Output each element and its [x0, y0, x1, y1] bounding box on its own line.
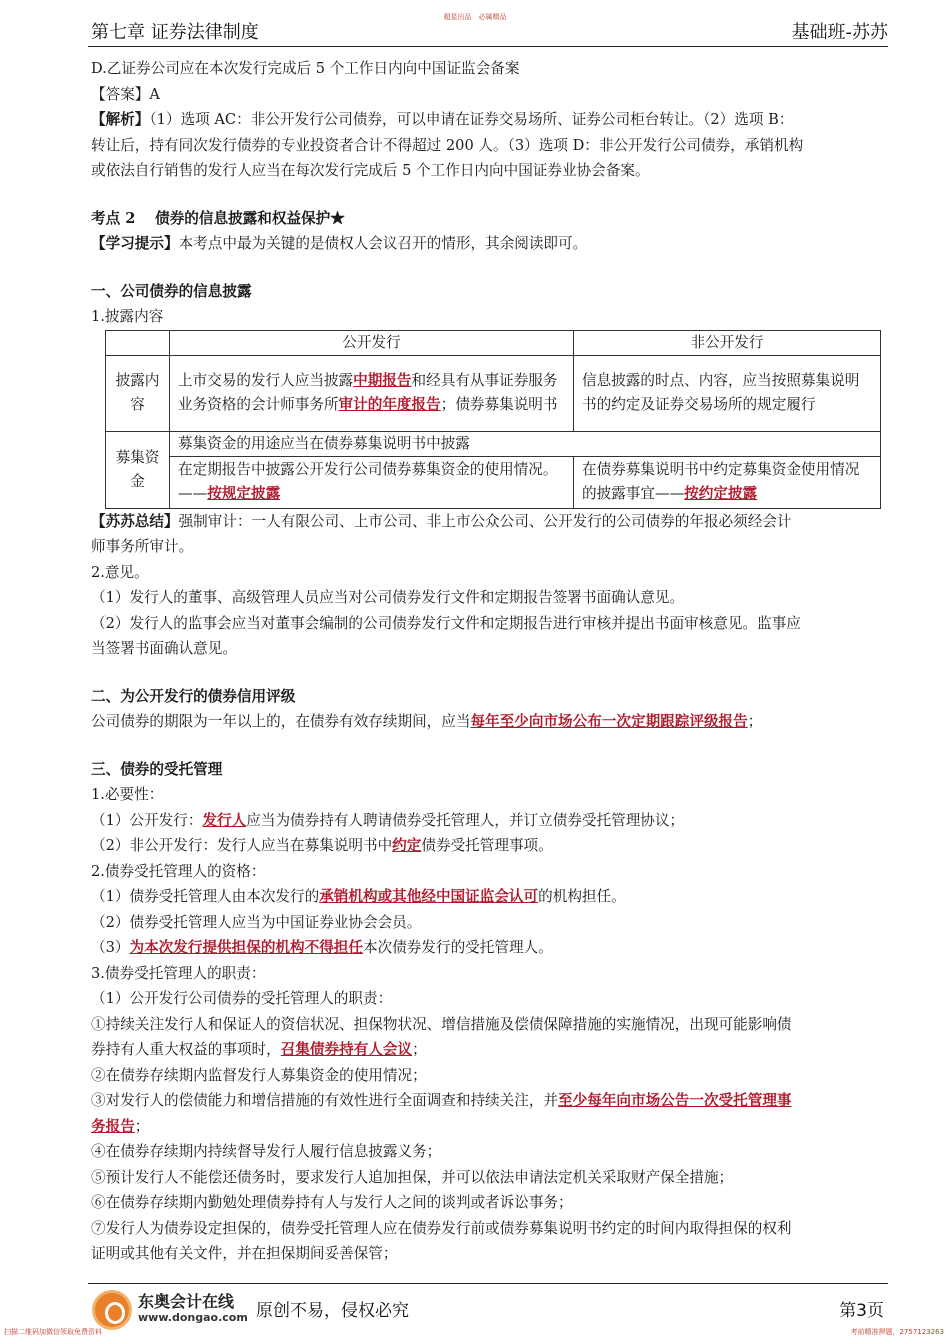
analysis-text: （1）选项 AC：非公开发行公司债券，可以申请在证券交易场所、证券公司柜台转让。（2）选项 B：	[149, 111, 794, 128]
duty-1: ①持续关注发行人和保证人的资信状况、担保物状况、增信措施及偿债保障措施的实施情况，出现可能影响债	[91, 1015, 792, 1033]
necessity-item-2: （2）非公开发行：发行人应当在募集说明书中约定债券受托管理事项。	[91, 837, 553, 854]
section-1-heading: 一、公司债券的信息披露	[91, 282, 252, 300]
dongao-logo	[92, 1287, 252, 1333]
study-tip-line	[91, 231, 896, 257]
study-tip-label: 【学习提示】	[91, 235, 179, 252]
qualification-item-3: （3）为本次发行提供担保的机构不得担任本次债券发行的受托管理人。	[91, 939, 553, 956]
option-d-line: D.乙证券公司应在本次发行完成后 5 个工作日内向中国证监会备案	[91, 60, 520, 77]
analysis-label: 【解析】	[91, 111, 150, 128]
header-watermark: 超星出品 必属精品	[443, 13, 507, 21]
duty-7: ⑦发行人为债券设定担保的，债券受托管理人应在债券发行前或债券募集说明书约定的时间内取得担保的权利	[91, 1219, 792, 1237]
duty-1-cont: 券持有人重大权益的事项时，召集债券持有人会议；	[91, 1041, 427, 1058]
study-tip-text: 本考点中最为关键的是债权人会议召开的情形，其余阅读即可。	[178, 235, 588, 252]
table-row-disclosure	[106, 355, 881, 431]
answer-line: 【答案】A	[91, 85, 160, 103]
duty-6: ⑥在债券存续期内勤勉处理债券持有人与发行人之间的谈判或者诉讼事务；	[91, 1194, 573, 1211]
copyright-slogan: 原创不易，侵权必究	[256, 1301, 409, 1321]
header-divider	[88, 46, 888, 47]
highlight-per-agreement: 按约定披露	[684, 485, 758, 502]
duties-heading: 3.债券受托管理人的职责：	[91, 964, 266, 982]
disclosure-table	[105, 330, 881, 509]
highlight-holders-meeting: 召集债券持有人会议	[280, 1041, 413, 1058]
footer-divider	[88, 1283, 888, 1284]
opinion-heading: 2.意见。	[91, 563, 149, 581]
disclosure-content-heading: 1.披露内容	[91, 308, 164, 325]
logo-name: 东奥会计在线	[138, 1292, 235, 1311]
spacer	[91, 184, 896, 206]
highlight-annual-report: 至少每年向市场公告一次受托管理事	[558, 1092, 792, 1109]
duties-subheading: （1）公开发行公司债券的受托管理人的职责：	[91, 990, 393, 1007]
cell-disclosure-private: 信息披露的时点、内容，应当按照募集说明书的约定及证券交易场所的规定履行	[574, 355, 881, 431]
exam-point-title: 考点 2 债券的信息披露和权益保护★	[91, 209, 345, 227]
section-3-heading: 三、债券的受托管理	[91, 760, 223, 778]
spacer	[91, 257, 896, 279]
row-label-disclosure: 披露内容	[106, 355, 170, 431]
chapter-title: 第七章 证券法律制度	[91, 22, 259, 43]
row-label-funds: 募集资金	[106, 431, 170, 508]
necessity-item-1: （1）公开发行：发行人应当为债券持有人聘请债券受托管理人，并订立债券受托管理协议；	[91, 811, 685, 829]
highlight-agreed: 约定	[392, 837, 422, 854]
qualification-heading: 2.债券受托管理人的资格：	[91, 862, 266, 880]
opinion-item-1: （1）发行人的董事、高级管理人员应当对公司债券发行文件和定期报告签署书面确认意见。	[91, 589, 685, 606]
duty-7-cont: 证明或其他有关文件，并在担保期间妥善保管；	[91, 1245, 398, 1262]
cell-funds-private: 在债券募集说明书中约定募集资金使用情况的披露事宜——按约定披露	[574, 456, 881, 508]
opinion-item-2: （2）发行人的监事会应当对董事会编制的公司债券发行文件和定期报告进行审核并提出书面审核意见。监事应	[91, 614, 801, 632]
highlight-annual-rating: 每年至少向市场公布一次定期跟踪评级报告	[470, 713, 748, 730]
class-name: 基础班-苏苏	[791, 22, 888, 43]
spacer	[91, 735, 896, 757]
duty-5: ⑤预计发行人不能偿还债务时，要求发行人追加担保，并可以依法申请法定机关采取财产保全措施；	[91, 1168, 734, 1186]
cell-funds-common: 募集资金的用途应当在债券募集说明书中披露	[170, 431, 881, 456]
duty-3-cont: 务报告；	[91, 1117, 150, 1135]
rating-line: 公司债券的期限为一年以上的，在债券有效存续期间，应当每年至少向市场公布一次定期跟踪评级报告；	[91, 713, 763, 730]
duty-4: ④在债券存续期内持续督导发行人履行信息披露义务；	[91, 1143, 442, 1160]
table-row-funds-common	[106, 431, 881, 456]
summary-label: 【苏苏总结】	[91, 512, 179, 530]
cell-disclosure-public: 上市交易的发行人应当披露中期报告和经具有从事证券服务业务资格的会计师事务所审计的年度报告；债券募集说明书	[170, 355, 574, 431]
header-public: 公开发行	[170, 330, 574, 355]
table-header-row	[106, 330, 881, 355]
footer-note-right: 考前精准押题，2757123263	[850, 1328, 944, 1336]
duty-3: ③对发行人的偿债能力和增信措施的有效性进行全面调查和持续关注，并至少每年向市场公告一次受托管理事	[91, 1092, 792, 1109]
footer-note-left: 扫描二维码加微信领取免费资料	[4, 1328, 102, 1336]
analysis-line-3: 或依法自行销售的发行人应当在每次发行完成后 5 个工作日内向中国证券业协会备案。	[91, 162, 650, 179]
summary-text: 强制审计：一人有限公司、上市公司、非上市公众公司、公开发行的公司债券的年报必须经会计	[178, 512, 792, 530]
qualification-item-1: （1）债券受托管理人由本次发行的承销机构或其他经中国证监会认可的机构担任。	[91, 888, 626, 905]
document-body	[91, 56, 896, 1267]
header-private: 非公开发行	[574, 330, 881, 355]
logo-url: www.dongao.com	[138, 1311, 248, 1324]
spacer	[91, 662, 896, 684]
duty-2: ②在债券存续期内监督发行人募集资金的使用情况；	[91, 1066, 427, 1084]
cell-funds-public: 在定期报告中披露公开发行公司债券募集资金的使用情况。——按规定披露	[170, 456, 574, 508]
highlight-interim-report: 中期报告	[353, 372, 412, 389]
highlight-guarantor-excluded: 为本次发行提供担保的机构不得担任	[129, 939, 363, 956]
analysis-line-2: 转让后，持有同次发行债券的专业投资者合计不得超过 200 人。（3）选项 D：非公开发行公司债券，承销机构	[91, 136, 804, 154]
page-number: 第3页	[839, 1301, 884, 1321]
highlight-per-regulation: 按规定披露	[207, 485, 281, 502]
highlight-audited-annual-report: 审计的年度报告	[338, 396, 441, 413]
table-corner-cell	[106, 330, 170, 355]
qualification-item-2: （2）债券受托管理人应当为中国证券业协会会员。	[91, 913, 422, 931]
summary-line	[91, 509, 896, 535]
summary-line-2: 师事务所审计。	[91, 538, 194, 555]
table-row-funds	[106, 456, 881, 508]
logo-icon	[92, 1290, 132, 1330]
necessity-heading: 1.必要性：	[91, 786, 164, 803]
highlight-issuer: 发行人	[202, 811, 247, 829]
opinion-item-2-cont: 当签署书面确认意见。	[91, 640, 237, 657]
section-2-heading: 二、为公开发行的债券信用评级	[91, 687, 296, 705]
analysis-line	[91, 107, 896, 133]
highlight-underwriter: 承销机构或其他经中国证监会认可	[319, 888, 539, 905]
